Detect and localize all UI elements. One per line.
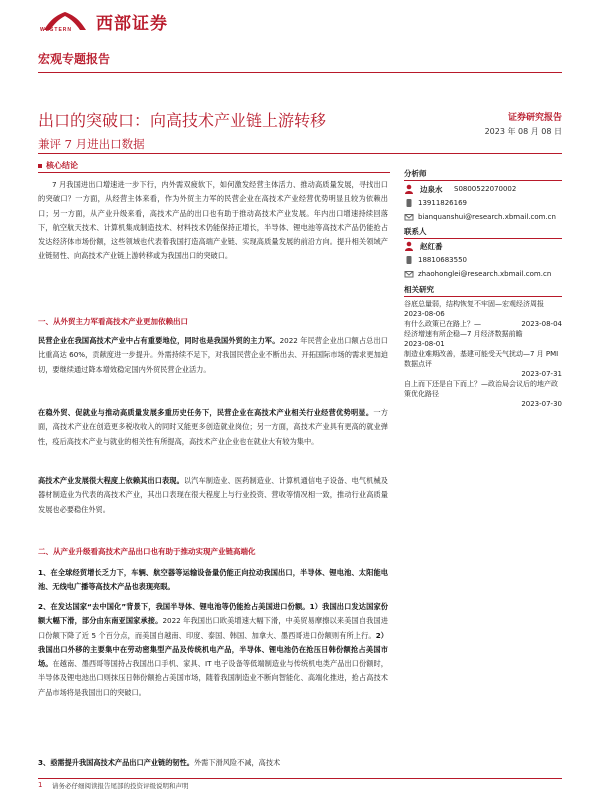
section1-paragraph3: 高技术产业发展很大程度上依赖其出口表现。以汽车制造业、医药制造业、计算机通信电子设备、电气机械及器材制造业为代表的高技术产业，其出口表现在很大程度上与行业投资、营收等情况相一致，推动行业高质量发展也必要稳住外贸。 [38,476,388,514]
contact-email[interactable]: zhaohonglei@research.xbmail.com.cn [418,270,552,278]
section2-item3: 3、亟需提升我国高技术产品出口产业链的韧性。外需下滑风险不减，高技术 [38,758,281,767]
report-type: 宏观专题报告 [38,52,111,66]
phone-icon [404,255,414,265]
securities-report-label: 证券研究报告 [507,113,562,123]
core-paragraph: 7 月我国进出口增速进一步下行，内外需双疲软下，如何激发经营主体活力、推动高质量发展，寻找出口的突破口？一方面，从经营主体来看，作为外贸主力军的民营企业在高技术产业经营优势明显且较为依赖出口；另一方面，从产业升级来看，高技术产品的出口也有助于推动高技术产业发展。年内出口增速持续回落下，航空航天技术、计算机集成制造技术、材料技术仍能保持正增长，半导体、锂电池等高技术产品仍能抢占发达经济体市场份额，这些领域也代表着我国打造高端产业链、实现高质量发展的前沿方向。提升相关领域产业链韧性、向高技术产业链上游转移或为我国出口的突破口。 [38,180,388,261]
analyst-phone: 13911826169 [418,199,467,207]
analyst-name: 边泉水 [420,185,443,194]
section2-item1: 1、在全球经贸增长乏力下，车辆、航空器等运输设备量仍能正向拉动我国出口，半导体、锂电池、太阳能电池、无线电广播等高技术产品也表现亮眼。 [38,568,388,592]
related-item[interactable]: 有什么政策已在路上？— 2023-08-04 [404,320,562,328]
section1-heading: 一、从外贸主力军看高技术产业更加依赖出口 [38,317,188,326]
section1-paragraph2: 在稳外贸、促就业与推动高质量发展多重历史任务下，民营企业在高技术产业相关行业经营优势明显。一方面，高技术产业在创造更多税收收入的同时又能更多创造就业岗位；另一方面，高技术产业具有更高的就业弹性，疫后高技术产业与就业的相关性有所提高，高技术产业企业也在就业大有较为集中。 [38,408,388,446]
contact-heading: 联系人 [404,227,427,236]
footer-disclaimer: 请务必仔细阅读报告尾部的投资评级说明和声明 [52,782,189,790]
contact-phone: 18810683550 [418,256,467,264]
email-icon [404,269,414,279]
report-subtitle: 兼评 7 月进出口数据 [38,137,145,151]
section2-heading: 二、从产业升级看高技术产品出口也有助于推动实现产业链高端化 [38,547,256,556]
email-icon [404,212,414,222]
analyst-divider [404,180,562,181]
related-list [404,299,562,409]
related-item[interactable]: 自上而下还是自下而上？—政治局会议后的地产政策优化路径 2023-07-30 [404,380,562,408]
related-item[interactable]: 制造业难期改善，基建可能受天气扰动—7 月 PMI 数据点评 2023-07-31 [404,350,562,378]
report-date: 2023 年 08 月 08 日 [484,127,562,136]
phone-icon [404,198,414,208]
analyst-email[interactable]: bianquanshui@research.xbmail.com.cn [418,213,556,221]
analyst-heading: 分析师 [404,169,427,178]
header-divider [38,72,562,73]
core-divider [38,172,390,173]
related-item[interactable]: 经济增速有所企稳—7 月经济数据前瞻 2023-08-01 [404,330,523,348]
contact-name: 赵红番 [420,242,443,251]
page-number: 1 [38,781,43,789]
report-title: 出口的突破口：向高技术产业链上游转移 [38,111,327,130]
section2-item2: 2、在发达国家“去中国化”背景下，我国半导体、锂电池等仍能抢占美国进口份额。1）我国出口发达国家份额大幅下滑，部分由东南亚国家承接。2022 年我国出口欧美增速大幅下滑，中美贸易摩擦以来美国自我国进口份额下降了近 5 个百分点，而美国自越南、印度、泰国、韩国、加拿大、墨西哥进口份额则有所上行。2）我国出口外移的主要集中在劳动密集型产品及传统机电产品，半导体、锂电池仍在抢压日韩份额抢占美国市场。在越南、墨西哥等国持占我国出口手机、家具、IT 电子设备等低端制造业与传统机电类产品出口份额时，半导体及锂电池出口则抹压日韩份额抢占美国市场，随着我国制造业不断向智能化、高端化推进，抢占高技术产品市场将是我国出口的突破口。 [38,602,388,697]
analyst-cert: S0800522070002 [454,185,517,193]
contact-divider [404,238,562,239]
brand-name: 西部证券 [96,14,168,34]
title-divider [38,153,562,154]
related-item[interactable]: 谷底总量弱，结构恢复不牢固—宏观经济周报 2023-08-06 [404,300,544,318]
person-icon [404,184,414,194]
square-bullet-icon [38,164,42,168]
related-divider [404,296,562,297]
logo-wordmark: WESTERN [40,27,72,33]
related-heading: 相关研究 [404,285,434,294]
core-heading: 核心结论 [38,160,78,171]
section1-paragraph1: 民营企业在我国高技术产业中占有重要地位，同时也是我国外贸的主力军。2022 年民营企业出口额占总出口比重高达 60%，贡献度进一步提升。外需持续不足下，对我国民营企业不断出去、开拓国际市场的需求更加迫切，要继续通过降本增效稳定国内外贸民营企业活力。 [38,336,388,374]
footer-divider [38,778,562,779]
person-icon [404,241,414,251]
